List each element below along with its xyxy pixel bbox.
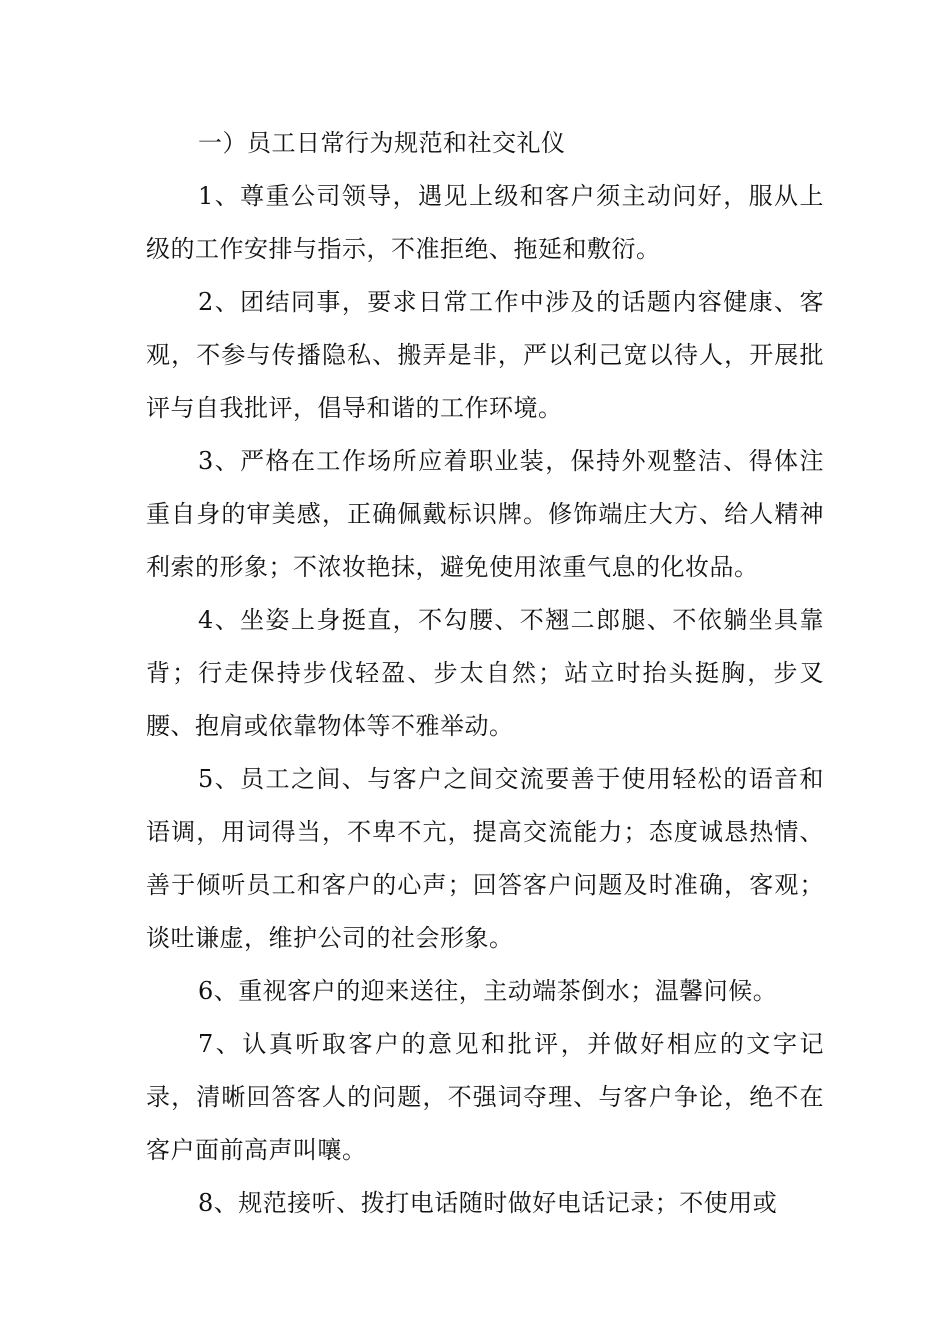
rule-paragraph-8: 8、规范接听、拨打电话随时做好电话记录；不使用或	[198, 1189, 778, 1217]
section-heading: 一）员工日常行为规范和社交礼仪	[198, 129, 566, 157]
rule-paragraph-2: 2、团结同事，要求日常工作中涉及的话题内容健康、客观，不参与传播隐私、搬弄是非，严以利己宽以待人，开展批评与自我批评，倡导和谐的工作环境。	[146, 288, 824, 422]
rule-paragraph-6: 6、重视客户的迎来送往，主动端茶倒水；温馨问候。	[198, 977, 778, 1005]
rule-paragraph-4: 4、坐姿上身挺直，不勾腰、不翘二郎腿、不依躺坐具靠背；行走保持步伐轻盈、步太自然；站立时抬头挺胸，步叉腰、抱肩或依靠物体等不雅举动。	[146, 606, 824, 740]
rule-paragraph-1: 1、尊重公司领导，遇见上级和客户须主动问好，服从上级的工作安排与指示，不准拒绝、拖延和敷衍。	[146, 182, 824, 263]
rule-paragraph-7: 7、认真听取客户的意见和批评，并做好相应的文字记录，清晰回答客人的问题，不强词夺理、与客户争论，绝不在客户面前高声叫嚷。	[146, 1030, 824, 1164]
rule-paragraph-3: 3、严格在工作场所应着职业装，保持外观整洁、得体注重自身的审美感，正确佩戴标识牌。修饰端庄大方、给人精神利索的形象；不浓妆艳抹，避免使用浓重气息的化妆品。	[146, 447, 824, 581]
rule-paragraph-5: 5、员工之间、与客户之间交流要善于使用轻松的语音和语调，用词得当，不卑不亢，提高交流能力；态度诚恳热情、善于倾听员工和客户的心声；回答客户问题及时准确，客观；谈吐谦虚，维护公司的社会形象。	[146, 765, 824, 952]
document-body	[146, 117, 824, 1230]
